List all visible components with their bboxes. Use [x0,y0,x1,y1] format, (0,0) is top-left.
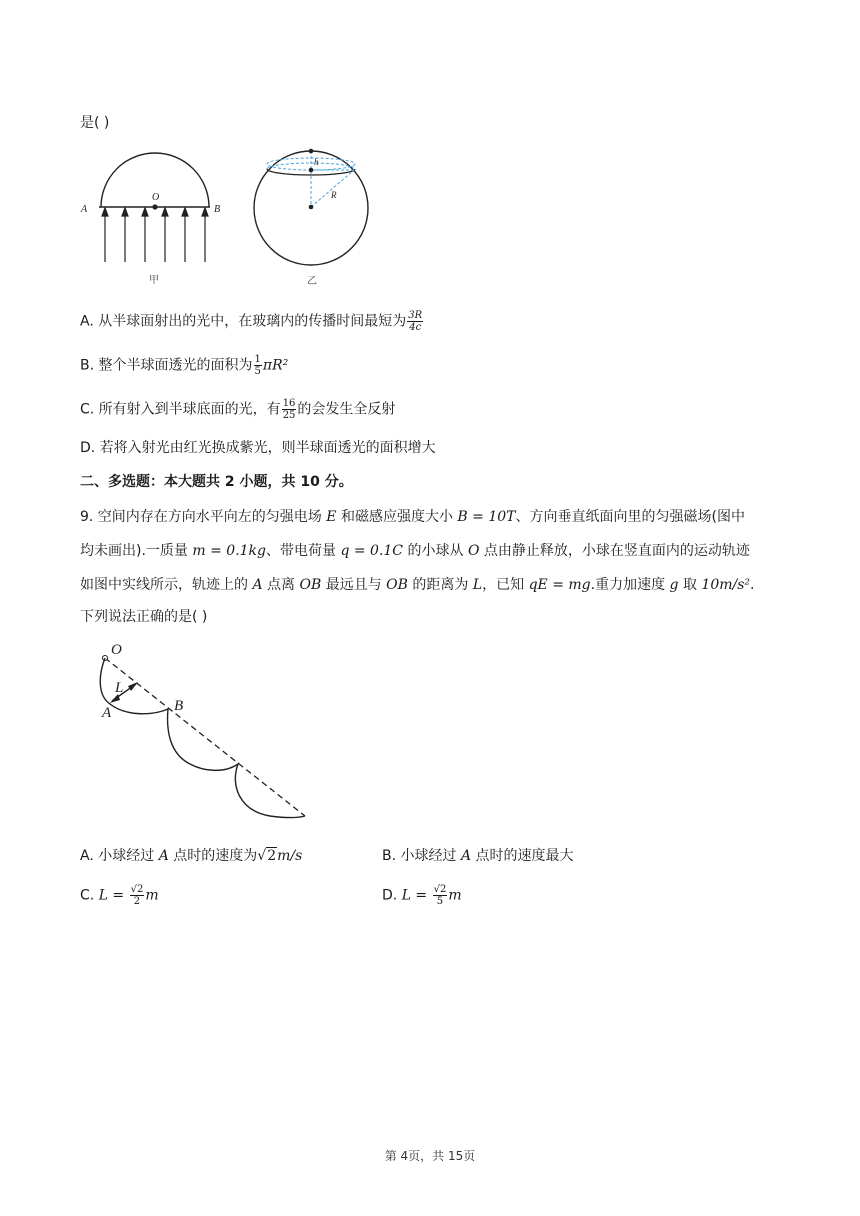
q9-line-4: 下列说法正确的是( ) [80,609,208,625]
center-dot-O [152,204,157,209]
q9-option-a: A. 小球经过 A 点时的速度为√2m/s [80,848,303,864]
q8-option-a: A. 从半球面射出的光中，在玻璃内的传播时间最短为 $\frac{3R}{4c}$ [80,310,423,333]
label-L: L [115,680,124,696]
figure-hemisphere-jia [78,150,238,290]
q9-line-3: 如图中实线所示，轨迹上的 A 点离 OB 最远且与 OB 的距离为 L，已知 qE = mg.重力加速度 g 取 10m/s². [80,577,755,593]
sphere-center [309,205,314,210]
caption-yi: 乙 [307,276,317,287]
trajectory-curve [100,658,305,818]
q8-option-d: D. 若将入射光由红光换成紫光，则半球面透光的面积增大 [80,440,436,456]
caption-jia: 甲 [149,275,159,286]
q8-option-c: C. 所有射入到半球底面的光，有 $\frac{16}{25}$ 的会发生全反射 [80,398,396,421]
line-OB-dashed [105,658,305,816]
page-footer: 第 4页，共 15页 [384,1149,476,1163]
q9-option-d: D. L = $\frac{√2}{5}$ m [382,884,462,907]
figure-sphere-yi [250,140,380,290]
section-heading: 二、多选题：本大题共 2 小题，共 10 分。 [80,474,353,490]
label-B: B [174,698,184,714]
label-O: O [111,642,122,658]
question-8-tail: 是( ) [80,115,110,131]
label-A: A [102,705,112,721]
label-O: O [152,192,160,203]
figure-trajectory [90,636,320,826]
label-R: R [331,190,337,200]
q9-option-c: C. L = $\frac{√2}{2}$ m [80,884,159,907]
fraction-3R-4c: $\frac{3R}{4c}$ [408,310,423,333]
fraction-sqrt2-2: $\frac{√2}{2}$ [130,884,144,907]
q9-option-b: B. 小球经过 A 点时的速度最大 [382,848,574,864]
fraction-1-5: $\frac{1}{5}$ [254,354,261,377]
incident-light-arrows [102,208,208,262]
q9-line-1: 9. 空间内存在方向水平向左的匀强电场 E 和磁感应强度大小 B = 10T、方向垂直纸面向里的匀强磁场(图中 [80,509,745,525]
q8-option-b: B. 整个半球面透光的面积为 $\frac{1}{5}$ πR² [80,354,289,377]
label-B: B [214,204,221,215]
fraction-16-25: $\frac{16}{25}$ [282,398,296,421]
q9-line-2: 均未画出).一质量 m = 0.1kg、带电荷量 q = 0.1C 的小球从 O 点由静止释放，小球在竖直面内的运动轨迹 [80,543,750,559]
label-h: h [314,157,319,167]
fraction-sqrt2-5: $\frac{√2}{5}$ [433,884,447,907]
label-A: A [81,204,88,215]
